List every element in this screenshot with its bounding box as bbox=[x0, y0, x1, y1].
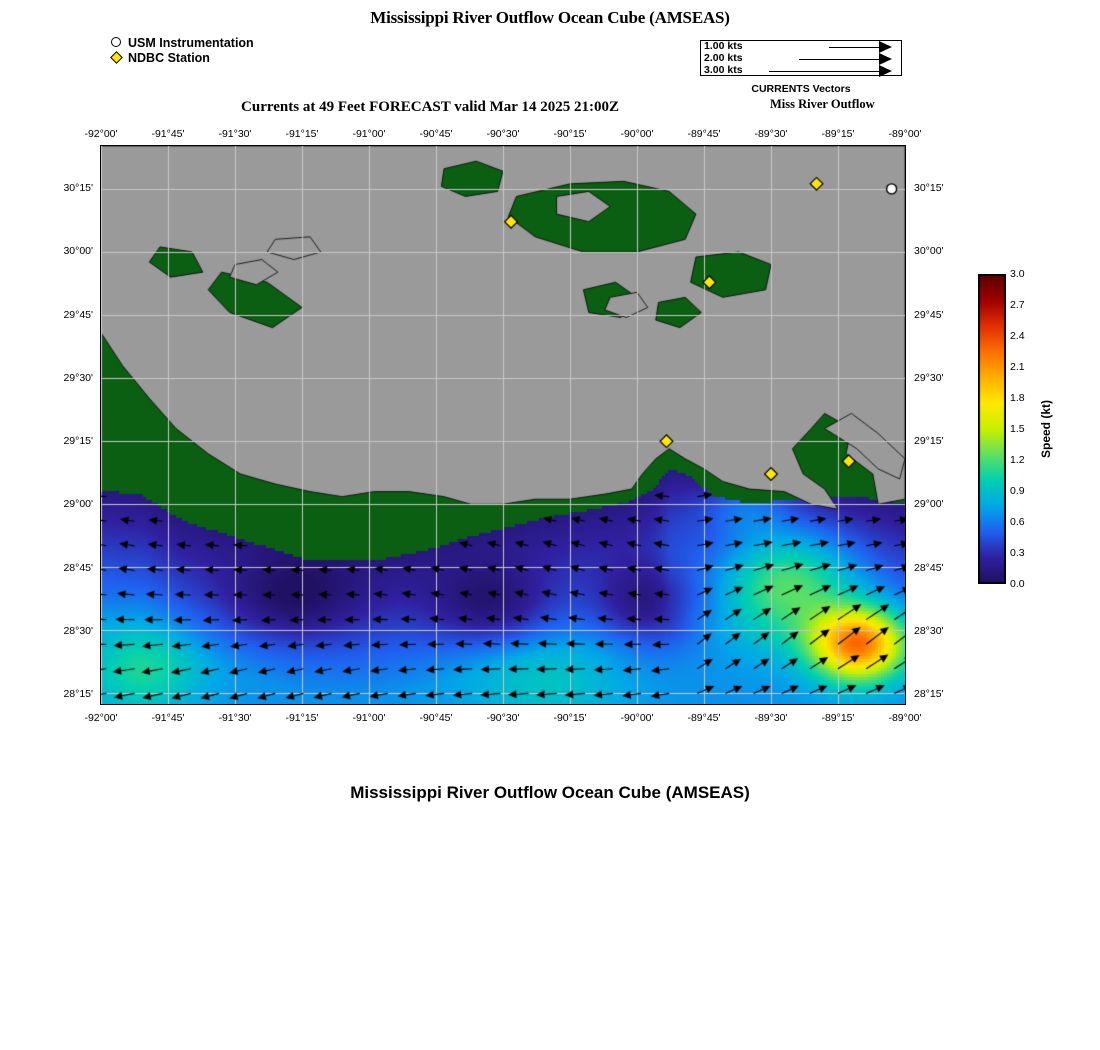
colorbar-tick-5: 1.5 bbox=[1010, 423, 1025, 435]
map-legend bbox=[110, 36, 254, 66]
lon-tick-top-0: -92°00' bbox=[84, 128, 118, 140]
vector-key-caption: CURRENTS Vectors bbox=[751, 83, 851, 95]
lon-tick-top-7: -90°15' bbox=[553, 128, 587, 140]
vector-key-row-3 bbox=[701, 65, 903, 77]
lat-tick-right-4: 29°15' bbox=[914, 435, 944, 448]
lat-tick-left-4: 29°15' bbox=[63, 435, 93, 448]
lat-tick-right-3: 29°30' bbox=[914, 371, 944, 384]
lat-tick-left-5: 29°00' bbox=[63, 498, 93, 511]
colorbar-tick-9: 0.3 bbox=[1010, 547, 1025, 559]
lon-tick-bottom-8: -90°00' bbox=[620, 712, 654, 724]
lon-tick-top-2: -91°30' bbox=[218, 128, 252, 140]
lat-tick-left-6: 28°45' bbox=[63, 561, 93, 574]
lon-tick-bottom-9: -89°45' bbox=[687, 712, 721, 724]
colorbar-gradient bbox=[978, 274, 1006, 584]
lat-tick-left-0: 30°15' bbox=[63, 182, 93, 195]
map-canvas-frame[interactable] bbox=[100, 145, 906, 705]
bottom-title: Mississippi River Outflow Ocean Cube (AMSEAS) bbox=[350, 783, 750, 802]
lon-tick-top-3: -91°15' bbox=[285, 128, 319, 140]
outflow-label: Miss River Outflow bbox=[770, 97, 875, 111]
vector-key-label-1: 1.00 kts bbox=[704, 40, 743, 52]
lon-tick-bottom-7: -90°15' bbox=[553, 712, 587, 724]
colorbar-tick-8: 0.6 bbox=[1010, 516, 1025, 528]
lon-tick-bottom-1: -91°45' bbox=[151, 712, 185, 724]
lat-tick-left-2: 29°45' bbox=[63, 308, 93, 321]
lon-tick-bottom-4: -91°00' bbox=[352, 712, 386, 724]
colorbar-tick-2: 2.4 bbox=[1010, 330, 1025, 342]
colorbar-tick-7: 0.9 bbox=[1010, 485, 1025, 497]
chart-subtitle: Currents at 49 Feet FORECAST valid Mar 14 2025 21:00Z bbox=[241, 99, 619, 115]
colorbar-tick-4: 1.8 bbox=[1010, 392, 1025, 404]
colorbar-tick-1: 2.7 bbox=[1010, 299, 1025, 311]
vector-key-label-3: 3.00 kts bbox=[704, 64, 743, 76]
lon-tick-top-9: -89°45' bbox=[687, 128, 721, 140]
lat-tick-right-2: 29°45' bbox=[914, 308, 944, 321]
lon-tick-top-6: -90°30' bbox=[486, 128, 520, 140]
lon-tick-bottom-12: -89°00' bbox=[888, 712, 922, 724]
lon-tick-top-12: -89°00' bbox=[888, 128, 922, 140]
lat-tick-right-0: 30°15' bbox=[914, 182, 944, 195]
lat-tick-right-1: 30°00' bbox=[914, 245, 944, 258]
colorbar-tick-10: 0.0 bbox=[1010, 578, 1025, 590]
lat-tick-right-5: 29°00' bbox=[914, 498, 944, 511]
lat-tick-left-1: 30°00' bbox=[63, 245, 93, 258]
lat-tick-left-3: 29°30' bbox=[63, 371, 93, 384]
diamond-marker-icon bbox=[110, 51, 128, 65]
lat-tick-right-8: 28°15' bbox=[914, 688, 944, 701]
colorbar-tick-0: 3.0 bbox=[1010, 268, 1025, 280]
colorbar-tick-6: 1.2 bbox=[1010, 454, 1025, 466]
lon-tick-top-8: -90°00' bbox=[620, 128, 654, 140]
lon-tick-top-4: -91°00' bbox=[352, 128, 386, 140]
currents-map[interactable] bbox=[101, 146, 905, 704]
legend-item-ndbc bbox=[110, 51, 254, 65]
lat-tick-right-6: 28°45' bbox=[914, 561, 944, 574]
legend-item-usm bbox=[110, 36, 254, 50]
lon-tick-bottom-6: -90°30' bbox=[486, 712, 520, 724]
lon-tick-bottom-11: -89°15' bbox=[821, 712, 855, 724]
lon-tick-bottom-3: -91°15' bbox=[285, 712, 319, 724]
lon-tick-bottom-2: -91°30' bbox=[218, 712, 252, 724]
colorbar-title: Speed (kt) bbox=[1039, 399, 1053, 459]
lat-tick-left-7: 28°30' bbox=[63, 625, 93, 638]
colorbar-tick-3: 2.1 bbox=[1010, 361, 1025, 373]
lat-tick-left-8: 28°15' bbox=[63, 688, 93, 701]
vector-key-label-2: 2.00 kts bbox=[704, 52, 743, 64]
legend-label-usm: USM Instrumentation bbox=[128, 36, 254, 50]
lon-tick-top-11: -89°15' bbox=[821, 128, 855, 140]
legend-label-ndbc: NDBC Station bbox=[128, 51, 210, 65]
lon-tick-top-10: -89°30' bbox=[754, 128, 788, 140]
circle-marker-icon bbox=[110, 36, 128, 50]
lon-tick-bottom-5: -90°45' bbox=[419, 712, 453, 724]
lat-tick-right-7: 28°30' bbox=[914, 625, 944, 638]
lon-tick-top-1: -91°45' bbox=[151, 128, 185, 140]
page-title: Mississippi River Outflow Ocean Cube (AMSEAS) bbox=[370, 8, 730, 27]
lon-tick-bottom-0: -92°00' bbox=[84, 712, 118, 724]
lon-tick-top-5: -90°45' bbox=[419, 128, 453, 140]
vector-scale-key bbox=[700, 40, 902, 76]
lon-tick-bottom-10: -89°30' bbox=[754, 712, 788, 724]
